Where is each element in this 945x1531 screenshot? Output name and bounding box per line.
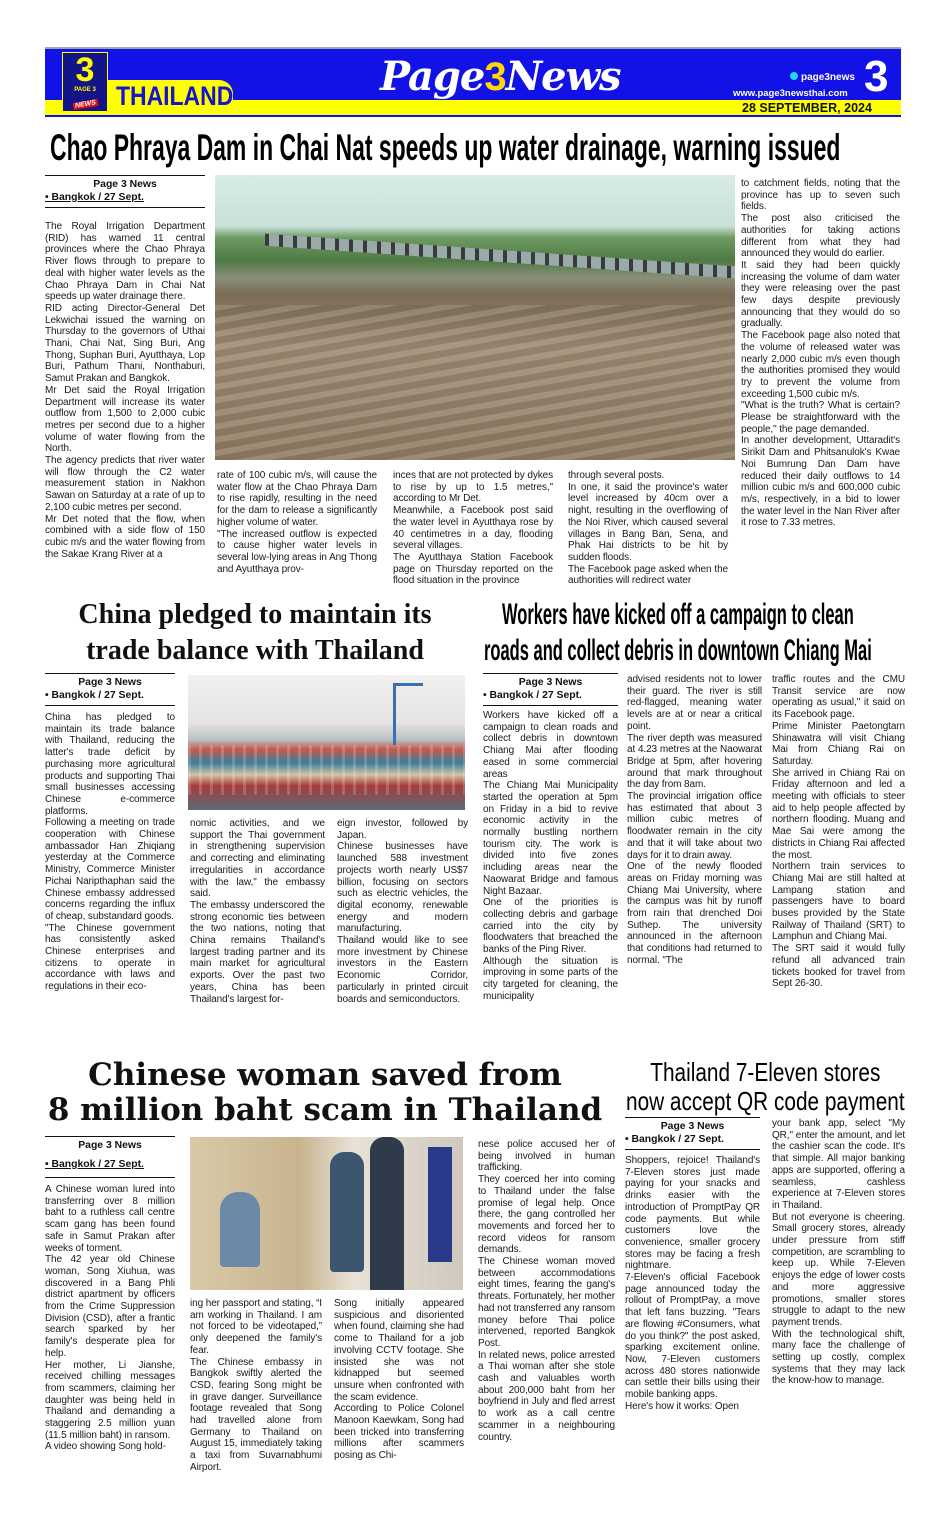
crane [393,683,423,745]
paragraph: "The increased outflow is expected to cause higher water levels in several low-lying areas in Ang Thong and Ayutthaya prov- [217,528,377,575]
paragraph: to catchment fields, noting that the province has up to seven such fields. [741,178,900,213]
article-column [337,818,468,1005]
article-column [483,710,618,1003]
person-seated [220,1192,260,1267]
paragraph: In another development, Uttaradit's Sirikit Dam and Phitsanulok's Kwae Noi Bumrung Dan Dam have reduced their daily outflows to 14 million cubic m/s and 600,000 cubic m/s, respectively, in a bid to lower the water level in the Nan River after it rose to 7.33 metres. [741,435,900,529]
paragraph: But not everyone is cheering. Small grocery stores, already under pressure from stiff competition, are scrambling to keep up. While 7-Eleven enjoys the edge of lower costs and more aggressive promotions, smaller stores struggle to adapt to the new payment trends. [772,1211,905,1328]
paragraph: Here's how it works: Open [625,1400,739,1412]
paragraph: The Chiang Mai Municipality started the operation at 5pm on Friday in a bid to revive economic activity in the normally bustling northern tourism city. The work is divided into five zones including areas near the Naowarat Bridge and famous Night Bazaar. [483,780,618,897]
paragraph: One of the priorities is collecting debris and garbage carried into the city by floodwaters that breached the banks of the Ping River. [483,897,618,956]
paragraph: 7-Eleven's official Facebook page announced today the rollout of PromptPay, a move that left fans buzzing. "Tears are flowing #Consumers, what do you think?" the post asked, sparking excitement online. Now, 7-Eleven customers across 480 stores nationwide can settle their bills using their mobile banking apps. [625,1272,760,1401]
port-containers-photo [188,675,465,810]
rescue-photo [190,1137,463,1290]
paragraph: Her mother, Li Jianshe, received chilling messages from scammers, claiming her daughter was being held in Thailand and demanding a staggering 2.5 million yuan (11.5 million baht) in ransom. [45,1359,175,1441]
paragraph: Mr Det noted that the flow, when combined with a side flow of 150 cubic m/s and the water flowing from the Sakae Krang River at a [45,513,205,560]
water-ripples [215,305,735,460]
article-column [627,674,762,967]
paragraph: Following a meeting on trade cooperation with Chinese ambassador Han Zhiqiang yesterday at the Commerce Ministry, Commerce Minister Pichai Naripthaphan said the Chinese embassy addressed concerns regarding the influx of cheap, substandard goods. [45,817,175,922]
issue-date: 28 SEPTEMBER, 2024 [742,101,872,115]
paragraph: nomic activities, and we support the Thai government in strengthening supervision and correcting and eliminating irregularities in accordance with the law," the embassy said. [190,818,325,900]
paragraph: In one, it said the province's water level increased by 40cm over a night, resulting in the overflowing of the Noi River, which caused several villages in Bang Ban, Sena, and Phak Hai districts to be hit by sudden floods. [568,481,728,563]
article-column [45,221,205,560]
article-column [217,470,377,575]
paragraph: The SRT said it would fully refund all advanced train tickets booked for travel from Sept 26-30. [772,943,905,990]
paragraph: advised residents not to lower their guard. The river is still red-flagged, meaning water levels are at or near a critical point. [627,674,762,732]
paragraph: The Chinese woman moved between accommodations eight times, fearing the gang's threats. Fortunately, her mother had not transferred any ransom money before Thai police intervened, reported Bangkok Post. [478,1256,615,1349]
paragraph: "The Chinese government has consistently asked Chinese enterprises and citizens to operate in accordance with laws and regulations in their eco- [45,922,175,993]
paragraph: Mr Det said the Royal Irrigation Department will increase its water outflow from 1,500 to 2,000 cubic metres per second due to a higher volume of water flowing from the North. [45,384,205,455]
social-icon [790,72,798,80]
article-column [568,470,728,587]
paragraph: Meanwhile, a Facebook post said the water level in Ayutthaya rose by 40 centimetres in a day, flooding several villages. [393,505,553,552]
officer-standing [370,1137,404,1290]
article-column [334,1298,464,1462]
paragraph: One of the newly flooded areas on Friday morning was Chiang Mai University, where the campus was hit by runoff from rain that drenched Doi Suthep. The university announced in the afternoon that conditions had returned to normal. "The [627,861,762,966]
paragraph: ing her passport and stating, “I am working in Thailand. I am not forced to be videotaped,” only deepened the family's fear. [190,1298,322,1356]
article-column [772,1118,905,1387]
paragraph: Northern train services to Chiang Mai are still halted at Lampang station and passengers have to board buses provided by the State Railway of Thailand (SRT) to Lamphun and Chiang Mai. [772,861,905,943]
byline: Page 3 News • Bangkok / 27 Sept. [45,1136,175,1178]
paragraph: your bank app, select "My QR," enter the amount, and let the cashier scan the code. It's that simple. All major banking apps are supported, offering a seamless, cashless experience at 7-Eleven stores in Thailand. [772,1118,905,1211]
byline: Page 3 News • Bangkok / 27 Sept. [483,673,618,706]
paragraph: The Facebook page also noted that the volume of released water was nearly 2,000 cubic m/s even though the authorities promised they would try to prevent the volume from exceeding 1,500 cubic m/s. [741,330,900,400]
paragraph: The Facebook page asked when the authorities will redirect water [568,563,728,587]
paragraph: A Chinese woman lured into transferring over 8 million baht to a ruthless call centre scam gang has been found safe in Samut Prakan after weeks of torment. [45,1184,175,1254]
byline: Page 3 News • Bangkok / 27 Sept. [45,673,175,706]
byline: Page 3 News • Bangkok / 27 Sept. [45,175,205,208]
paragraph: rate of 100 cubic m/s, will cause the water flow at the Chao Phraya Dam to rise rapidly, resulting in the need for the dam to release a significantly higher volume of water. [217,470,377,528]
article-column [45,712,175,993]
brand-title: Page3News [380,53,621,100]
paragraph: The agency predicts that river water will flow through the C2 water measurement station in Nakhon Sawan on Saturday at a rate of up to 2,100 cubic metres per second. [45,455,205,513]
paragraph: The river depth was measured at 4.23 metres at the Naowarat Bridge at 5pm, after hovering around that mark throughout the day from 8am. [627,732,762,791]
paragraph: RID acting Director-General Det Lekwichai issued the warning on Thursday to the governors of Uthai Thani, Chai Nat, Sing Buri, Ang Thong, Suphan Buri, Ayutthaya, Lop Buri, Pathum Thani, Nonthaburi, Samut Prakan and Bangkok. [45,302,205,385]
article-column [190,818,325,1005]
paragraph: Chinese businesses have launched 588 investment projects worth nearly US$7 billion, focusing on sectors such as electric vehicles, the digital economy, renewable energy and modern manufacturing. [337,841,468,935]
paragraph: A video showing Song hold- [45,1441,166,1453]
paragraph: It said they had been quickly increasing the volume of dam water they were releasing over the past few days despite previously announcing that they would do so gradually. [741,259,900,330]
paragraph: The provincial irrigation office has estimated that about 3 million cubic metres of floodwater remain in the city and that it will take about two days for it to drain away. [627,791,762,861]
paragraph: eign investor, followed by Japan. [337,818,468,841]
paragraph: The Chinese embassy in Bangkok swiftly alerted the CSD, fearing Song might be in grave danger. Surveillance footage revealed that Song had travelled alone from Germany to Thailand on August 15, immediately taking a taxi from Suvarnabhumi Airport. [190,1356,322,1473]
paragraph: With the technological shift, many face the challenge of setting up costly, complex systems that they may lack the know-how to manage. [772,1328,905,1387]
officer-standing [330,1152,364,1272]
paragraph: According to Police Colonel Manoon Kaewkam, Song had been tricked into transferring millions after scammers posing as Chi- [334,1403,464,1462]
page3-logo: 3 PAGE 3 NEWS [62,52,108,112]
byline: Page 3 News • Bangkok / 27 Sept. [625,1117,760,1150]
paragraph: They coerced her into coming to Thailand under the false promise of legal help. Once there, the gang controlled her movements and forced her to record videos for ransom demands. [478,1174,615,1256]
paragraph: The 42 year old Chinese woman, Song Xiuhua, was discovered in a Bang Phli district apartment by officers from the Crime Suppression Division (CSD), after a frantic search sparked by her family's desperate plea for help. [45,1254,175,1359]
paragraph: inces that are not protected by dykes to rise by up to 1.5 metres," according to Mr Det. [393,470,553,505]
section-label: THAILAND [116,81,234,111]
article-column [45,1184,175,1453]
paragraph: The post also criticised the authorities for taking actions different from what they had announced they would do earlier. [741,213,900,260]
headline-7-eleven: Thailand 7-Eleven stores now accept QR code payment [626,1057,905,1116]
article-column [190,1298,322,1474]
paragraph: Workers have kicked off a campaign to clean roads and collect debris in downtown Chiang Mai after flooding eased in some commercial areas [483,710,618,780]
article-column [625,1155,760,1412]
website-url: www.page3newsthai.com [733,88,848,99]
social-handle: page3news [790,72,855,83]
paragraph: nese police accused her of being involved in human trafficking. [478,1139,615,1174]
paragraph: Shoppers, rejoice! Thailand's 7-Eleven stores just made paying for your snacks and drinks easier with the introduction of PromptPay QR code payments. But while customers love the convenience, smaller grocery stores may be facing a fresh nightmare. [625,1155,760,1272]
paragraph: Although the situation is improving in some parts of the city targeted for cleaning, the municipality [483,955,618,1002]
dam-photo [215,175,735,460]
headline-scam: Chinese woman saved from 8 million baht scam in Thailand [47,1057,603,1128]
paragraph: She arrived in Chiang Rai on Friday afternoon and led a meeting with officials to steer aid to help people affected by northern flooding. Muang and Mae Sai were among the districts in Chiang Rai affected the most. [772,767,905,861]
headline-chiang-mai: Workers have kicked off a campaign to clean roads and collect debris in downtown Chiang Mai [484,598,872,667]
paragraph: traffic routes and the CMU Transit service are now operating as usual," it said on its Facebook page. [772,674,905,721]
paragraph: In related news, police arrested a Thai woman after she stole cash and valuables worth about 200,000 baht from her boyfriend in July and fled arrest to work as a call centre scammer in a neighbouring country. [478,1349,615,1443]
door [428,1147,452,1262]
container-stacks [188,745,465,795]
page-number: 3 [864,52,889,101]
paragraph: The Royal Irrigation Department (RID) has warned 11 central provinces where the Chao Phraya River flows through to prepare to deal with higher water levels as the Chao Phraya Dam in Chai Nat speeds up water drainage there. [45,221,205,303]
paragraph: The embassy underscored the strong economic ties between the two nations, noting that China remains Thailand's largest trading partner and its main market for agricultural exports. Over the past two years, China has been Thailand's largest for- [190,899,325,1005]
headline-china-trade: China pledged to maintain its trade balance with Thailand [78,599,432,666]
paragraph: Thailand would like to see more investment by Chinese investors in the Eastern Economic Corridor, particularly in printed circuit boards and semiconductors. [337,935,468,1005]
paragraph: The Ayutthaya Station Facebook page on Thursday reported on the flood situation in the province [393,551,553,587]
paragraph: through several posts. [568,470,665,481]
article-column [741,178,900,529]
dam-bridge [265,234,735,279]
article-column [478,1139,615,1443]
article-column [772,674,905,990]
paragraph: China has pledged to maintain its trade balance with Thailand, reducing the latter's trade deficit by purchasing more agricultural products and supporting Thai small businesses accessing Chinese e-commerce platforms. [45,712,175,817]
paragraph: Prime Minister Paetongtarn Shinawatra will visit Chiang Mai from Chiang Rai on Saturday. [772,720,905,767]
article-column [393,470,553,587]
paragraph: "What is the truth? What is certain? Please be straightforward with the people," the page demanded. [741,400,900,435]
headline-dam: Chao Phraya Dam in Chai Nat speeds up water drainage, warning issued [50,127,841,168]
paragraph: Song initially appeared suspicious and disoriented when found, claiming she had come to Thailand for a job involving CCTV footage. She insisted she was not kidnapped but seemed unsure when confronted with the scam evidence. [334,1298,464,1403]
